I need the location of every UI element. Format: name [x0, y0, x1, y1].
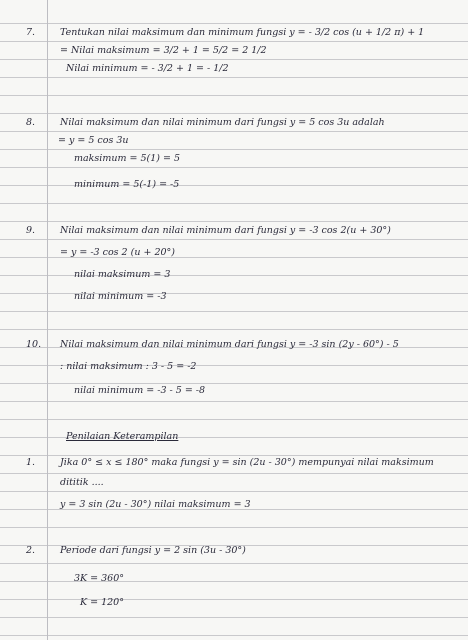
problem-number: 7.: [26, 27, 36, 38]
problem-number: 8.: [26, 117, 36, 128]
skill-1-question-row: [0, 454, 468, 472]
problem-9-question-row: [0, 222, 468, 240]
problem-8-line-1: [0, 132, 468, 150]
section-title: Penilaian Keterampilan: [66, 431, 179, 442]
answer-line: = y = 5 cos 3u: [58, 135, 129, 146]
answer-line: y = 3 sin (2u - 30°) nilai maksimum = 3: [60, 499, 251, 510]
problem-question: Nilai maksimum dan nilai minimum dari fungsi y = -3 cos 2(u + 30°): [60, 225, 391, 236]
skill-number: 2.: [26, 545, 36, 556]
problem-7-line-1: [0, 42, 468, 60]
answer-line: 3K = 360°: [74, 573, 125, 584]
problem-8-question-row: [0, 114, 468, 132]
skill-2-line-2: [0, 594, 468, 612]
problem-10-line-1: [0, 358, 468, 376]
skill-question: Jika 0° ≤ x ≤ 180° maka fungsi y = sin (2u - 30°) mempunyai nilai maksimum: [60, 457, 434, 468]
problem-7-question-row: [0, 24, 468, 42]
answer-line: minimum = 5(-1) = -5: [74, 179, 180, 190]
answer-line: dititik ....: [60, 477, 104, 488]
answer-line: nilai minimum = -3: [74, 291, 167, 302]
problem-10-line-2: [0, 382, 468, 400]
problem-question: Tentukan nilai maksimum dan minimum fungsi y = - 3/2 cos (u + 1/2 π) + 1: [60, 27, 425, 38]
problem-7-line-2: [0, 60, 468, 78]
problem-9-line-1: [0, 244, 468, 262]
answer-line: Nilai minimum = - 3/2 + 1 = - 1/2: [66, 63, 229, 74]
answer-line: = y = -3 cos 2 (u + 20°): [60, 247, 175, 258]
problem-9-line-2: [0, 266, 468, 284]
problem-10-question-row: [0, 336, 468, 354]
problem-question: Nilai maksimum dan nilai minimum dari fungsi y = -3 sin (2y - 60°) - 5: [60, 339, 399, 350]
problem-question: Nilai maksimum dan nilai minimum dari fungsi y = 5 cos 3u adalah: [60, 117, 385, 128]
skill-question: Periode dari fungsi y = 2 sin (3u - 30°): [60, 545, 246, 556]
answer-line: : nilai maksimum : 3 - 5 = -2: [60, 361, 197, 372]
skill-2-question-row: [0, 542, 468, 560]
answer-line: nilai minimum = -3 - 5 = -8: [74, 385, 206, 396]
skill-1-line-1: [0, 474, 468, 492]
skill-number: 1.: [26, 457, 36, 468]
answer-line: = Nilai maksimum = 3/2 + 1 = 5/2 = 2 1/2: [60, 45, 267, 56]
skill-2-line-1: [0, 570, 468, 588]
answer-line: maksimum = 5(1) = 5: [74, 153, 181, 164]
answer-line: nilai maksimum = 3: [74, 269, 171, 280]
problem-9-line-3: [0, 288, 468, 306]
problem-number: 9.: [26, 225, 36, 236]
problem-8-line-3: [0, 176, 468, 194]
problem-8-line-2: [0, 150, 468, 168]
section-heading-row: [0, 428, 468, 446]
skill-1-line-2: [0, 496, 468, 514]
problem-number: 10.: [26, 339, 42, 350]
answer-line: K = 120°: [80, 597, 124, 608]
